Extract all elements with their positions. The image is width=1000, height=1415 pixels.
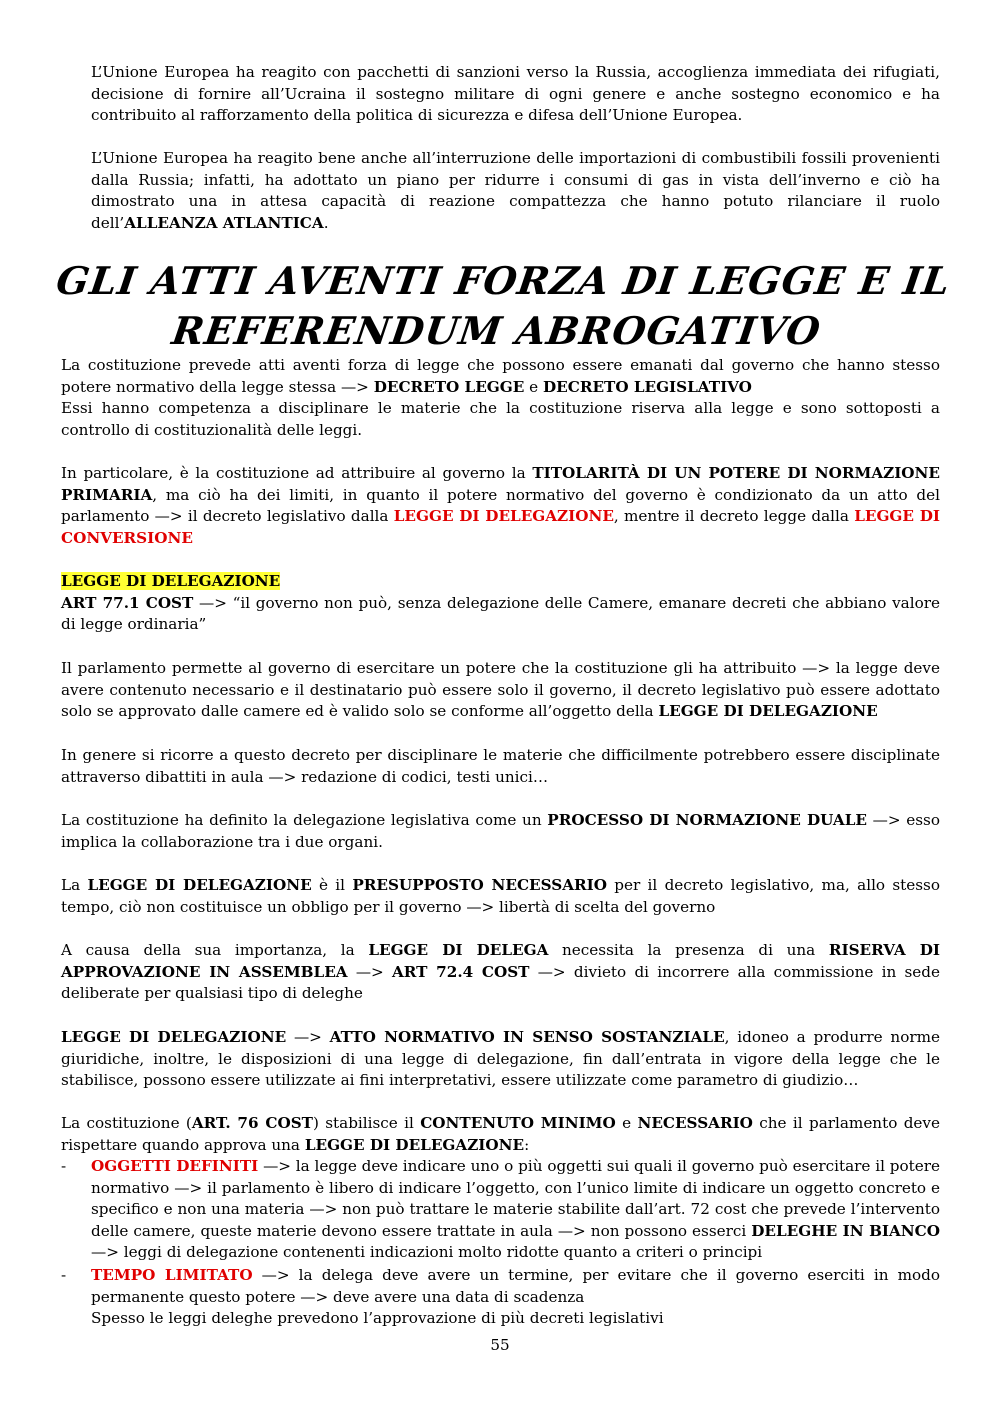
paragraph-normazione-duale: La costituzione ha definito la delegazione legislativa come un PROCESSO DI NORMAZIONE DUALE —> esso implica la collaborazione tra i due organi.: [61, 811, 940, 851]
paragraph-parlamento: Il parlamento permette al governo di esercitare un potere che la costituzione gli ha attribuito —> la legge deve avere contenuto necessario e il destinatario può essere solo il governo, il decreto legislativo può essere adottato solo se approvato dalle camere ed è valido solo se conforme all’oggetto della LEGGE DI DELEGAZIONE: [61, 659, 940, 721]
page-number: 55: [490, 1336, 510, 1354]
paragraph-contenuto-minimo: La costituzione (ART. 76 COST) stabilisce il CONTENUTO MINIMO e NECESSARIO che il parlamento deve rispettare quando approva una LEGGE DI DELEGAZIONE:: [61, 1114, 940, 1154]
paragraph-atto-normativo: LEGGE DI DELEGAZIONE —> ATTO NORMATIVO IN SENSO SOSTANZIALE, idoneo a produrre norme giuridiche, inoltre, le disposizioni di una legge di delegazione, fin dall’entrata in vigore della legge che le stabilisce, possono essere utilizzate ai fini interpretativi, essere utilizzate come parametro di giudizio…: [61, 1028, 941, 1090]
paragraph-in-genere: In genere si ricorre a questo decreto per disciplinare le materie che difficilmente potrebbero essere disciplinate attraverso dibattiti in aula —> redazione di codici, testi unici…: [61, 746, 940, 786]
paragraph-presupposto: La LEGGE DI DELEGAZIONE è il PRESUPPOSTO NECESSARIO per il decreto legislativo, ma, allo stesso tempo, ciò non costituisce un obbligo per il governo —> libertà di scelta del governo: [61, 876, 940, 916]
title-line-1: GLI ATTI AVENTI FORZA DI LEGGE E IL: [53, 258, 954, 303]
intro-paragraph-1: L’Unione Europea ha reagito con pacchetti di sanzioni verso la Russia, accoglienza immediata dei rifugiati, decisione di fornire all’Ucraina il sostegno militare di ogni genere e anche sostegno economico e ha contribuito al rafforzamento della politica di sicurezza e difesa dell’Unione Europea.: [91, 63, 940, 125]
paragraph-riserva: A causa della sua importanza, la LEGGE DI DELEGA necessita la presenza di una RISERVA DI APPROVAZIONE IN ASSEMBLEA —> ART 72.4 COST —> divieto di incorrere alla commissione in sede deliberate per qualsiasi tipo di deleghe: [61, 941, 940, 1003]
list-item-oggetti-definiti: OGGETTI DEFINITI —> la legge deve indicare uno o più oggetti sui quali il governo può esercitare il potere normativo —> il parlamento è libero di indicare l’oggetto, con l’unico limite di indicare un oggetto concreto e specifico e non una materia —> non può trattare le materie stabilite dall’art. 72 cost che prevede l’intervento delle camere, queste materie devono essere trattate in aula —> non possono esserci DELEGHE IN BIANCO —> leggi di delegazione contenenti indicazioni molto ridotte quanto a criteri o principi: [91, 1157, 940, 1262]
paragraph-atti-aventi-forza: La costituzione prevede atti aventi forza di legge che possono essere emanati dal governo che hanno stesso potere normativo della legge stessa —> DECRETO LEGGE e DECRETO LEGISLATIVO Essi hanno competenza a disciplinare le materie che la costituzione riserva alla legge e sono sottoposti a controllo di costituzionalità delle leggi.: [61, 356, 940, 439]
bullet-dash: -: [61, 1266, 67, 1284]
paragraph-titolarita: In particolare, è la costituzione ad attribuire al governo la TITOLARITÀ DI UN POTERE DI NORMAZIONE PRIMARIA, ma ciò ha dei limiti, in quanto il potere normativo del governo è condizionato da un atto del parlamento —> il decreto legislativo dalla LEGGE DI DELEGAZIONE, mentre il decreto legge dalla LEGGE DI CONVERSIONE: [61, 464, 940, 547]
title-line-2: REFERENDUM ABROGATIVO: [169, 308, 824, 353]
intro-paragraph-2: L’Unione Europea ha reagito bene anche all’interruzione delle importazioni di combustibili fossili provenienti dalla Russia; infatti, ha adottato un piano per ridurre i consumi di gas in vista dell’inverno e ciò ha dimostrato una in attesa capacità di reazione compattezza che hanno potuto rilanciare il ruolo dell’ALLEANZA ATLANTICA.: [91, 149, 940, 232]
bullet-dash: -: [61, 1157, 67, 1175]
highlighted-heading: LEGGE DI DELEGAZIONE: [61, 572, 281, 590]
list-item-tempo-limitato: TEMPO LIMITATO —> la delega deve avere un termine, per evitare che il governo eserciti in modo permanente questo potere —> deve avere una data di scadenza Spesso le leggi deleghe prevedono l’approvazione di più decreti legislativi: [91, 1266, 940, 1328]
section-title: [33, 256, 967, 356]
paragraph-legge-delegazione: LEGGE DI DELEGAZIONE ART 77.1 COST —> “il governo non può, senza delegazione delle Camere, emanare decreti che abbiano valore di legge ordinaria”: [61, 572, 940, 634]
